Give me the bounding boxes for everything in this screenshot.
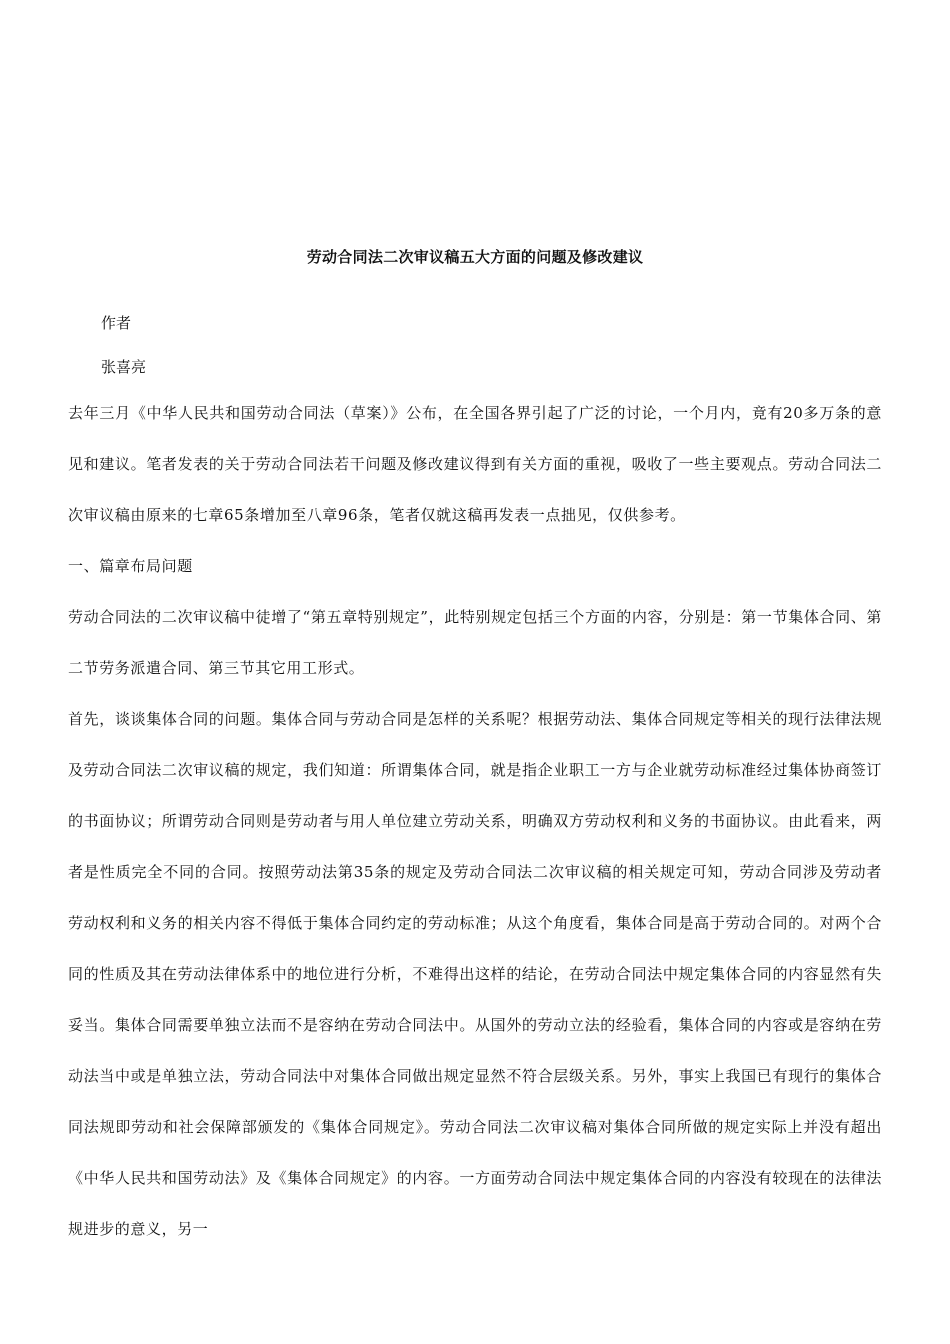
author-label: 作者 (101, 314, 132, 332)
paragraph-intro: 去年三月《中华人民共和国劳动合同法（草案）》公布，在全国各界引起了广泛的讨论，一个月内，竟有20多万条的意见和建议。笔者发表的关于劳动合同法若干问题及修改建议得到有关方面的重视，吸收了一些主要观点。劳动合同法二次审议稿由原来的七章65条增加至八章96条，笔者仅就这稿再发表一点拙见，仅供参考。 (68, 404, 882, 524)
document-title: 劳动合同法二次审议稿五大方面的问题及修改建议 (306, 248, 644, 266)
author-name: 张喜亮 (101, 358, 147, 376)
paragraph: 劳动合同法的二次审议稿中徒增了“第五章特别规定”，此特别规定包括三个方面的内容，分别是：第一节集体合同、第二节劳务派遣合同、第三节其它用工形式。 (68, 608, 882, 677)
section-heading: 一、篇章布局问题 (68, 557, 193, 575)
paragraph: 首先，谈谈集体合同的问题。集体合同与劳动合同是怎样的关系呢？根据劳动法、集体合同规定等相关的现行法律法规及劳动合同法二次审议稿的规定，我们知道：所谓集体合同，就是指企业职工一方与企业就劳动标准经过集体协商签订的书面协议；所谓劳动合同则是劳动者与用人单位建立劳动关系，明确双方劳动权利和义务的书面协议。由此看来，两者是性质完全不同的合同。按照劳动法第35条的规定及劳动合同法二次审议稿的相关规定可知，劳动合同涉及劳动者劳动权利和义务的相关内容不得低于集体合同约定的劳动标准；从这个角度看，集体合同是高于劳动合同的。对两个合同的性质及其在劳动法律体系中的地位进行分析，不难得出这样的结论，在劳动合同法中规定集体合同的内容显然有失妥当。集体合同需要单独立法而不是容纳在劳动合同法中。从国外的劳动立法的经验看，集体合同的内容或是容纳在劳动法当中或是单独立法，劳动合同法中对集体合同做出规定显然不符合层级关系。另外，事实上我国已有现行的集体合同法规即劳动和社会保障部颁发的《集体合同规定》。劳动合同法二次审议稿对集体合同所做的规定实际上并没有超出《中华人民共和国劳动法》及《集体合同规定》的内容。一方面劳动合同法中规定集体合同的内容没有较现在的法律法规进步的意义，另一 (68, 710, 882, 1238)
document-body (68, 388, 882, 1255)
